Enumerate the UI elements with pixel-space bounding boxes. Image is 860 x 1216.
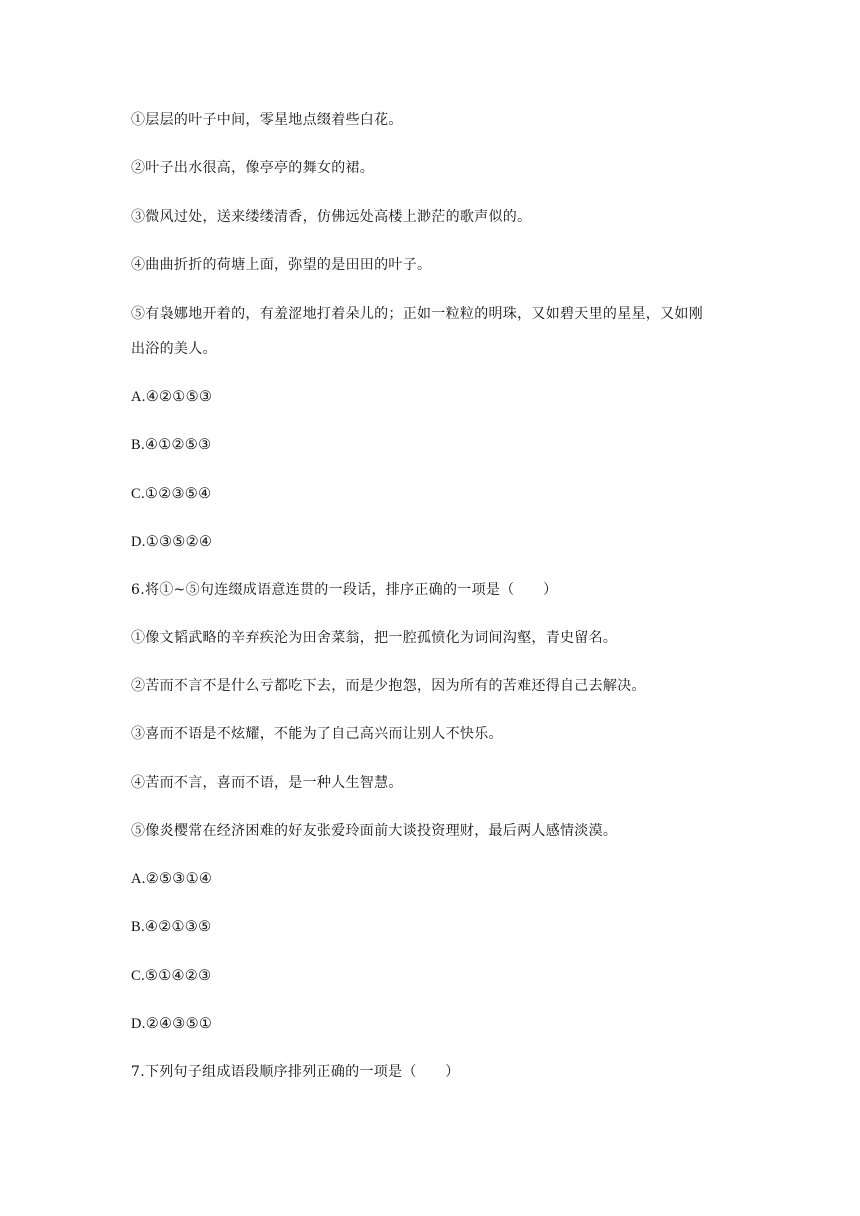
q6-option-b: B.④②①③⑤ (131, 919, 212, 935)
q5-item-2: ②叶子出水很高，像亭亭的舞女的裙。 (131, 160, 375, 176)
q6-item-2: ②苦而不言不是什么亏都吃下去，而是少抱怨，因为所有的苦难还得自己去解决。 (131, 678, 646, 694)
q6-item-4: ④苦而不言，喜而不语，是一种人生智慧。 (131, 775, 403, 791)
q7-stem: 7.下列句子组成语段顺序排列正确的一项是（ ） (131, 1064, 460, 1080)
q5-option-c: C.①②③⑤④ (131, 486, 212, 502)
q5-option-d: D.①③⑤②④ (131, 534, 213, 550)
q6-stem: 6.将①~⑤句连缀成语意连贯的一段话，排序正确的一项是（ ） (131, 582, 558, 598)
q5-option-a: A.④②①⑤③ (131, 389, 213, 405)
q5-item-5-continued: 出浴的美人。 (131, 341, 217, 357)
q6-item-5: ⑤像炎樱常在经济困难的好友张爱玲面前大谈投资理财，最后两人感情淡漠。 (131, 823, 618, 839)
q6-option-c: C.⑤①④②③ (131, 968, 212, 984)
q5-item-4: ④曲曲折折的荷塘上面，弥望的是田田的叶子。 (131, 257, 432, 273)
q6-item-3: ③喜而不语是不炫耀，不能为了自己高兴而让别人不快乐。 (131, 726, 503, 742)
q5-item-5: ⑤有袅娜地开着的，有羞涩地打着朵儿的；正如一粒粒的明珠，又如碧天里的星星，又如刚 (131, 306, 703, 322)
q5-option-b: B.④①②⑤③ (131, 437, 212, 453)
q6-item-1: ①像文韬武略的辛弃疾沦为田舍菜翁，把一腔孤愤化为词间沟壑，青史留名。 (131, 630, 618, 646)
q6-option-a: A.②⑤③①④ (131, 871, 213, 887)
q5-item-3: ③微风过处，送来缕缕清香，仿佛远处高楼上渺茫的歌声似的。 (131, 209, 532, 225)
q6-option-d: D.②④③⑤① (131, 1016, 213, 1032)
q5-item-1: ①层层的叶子中间，零星地点缀着些白花。 (131, 112, 403, 128)
